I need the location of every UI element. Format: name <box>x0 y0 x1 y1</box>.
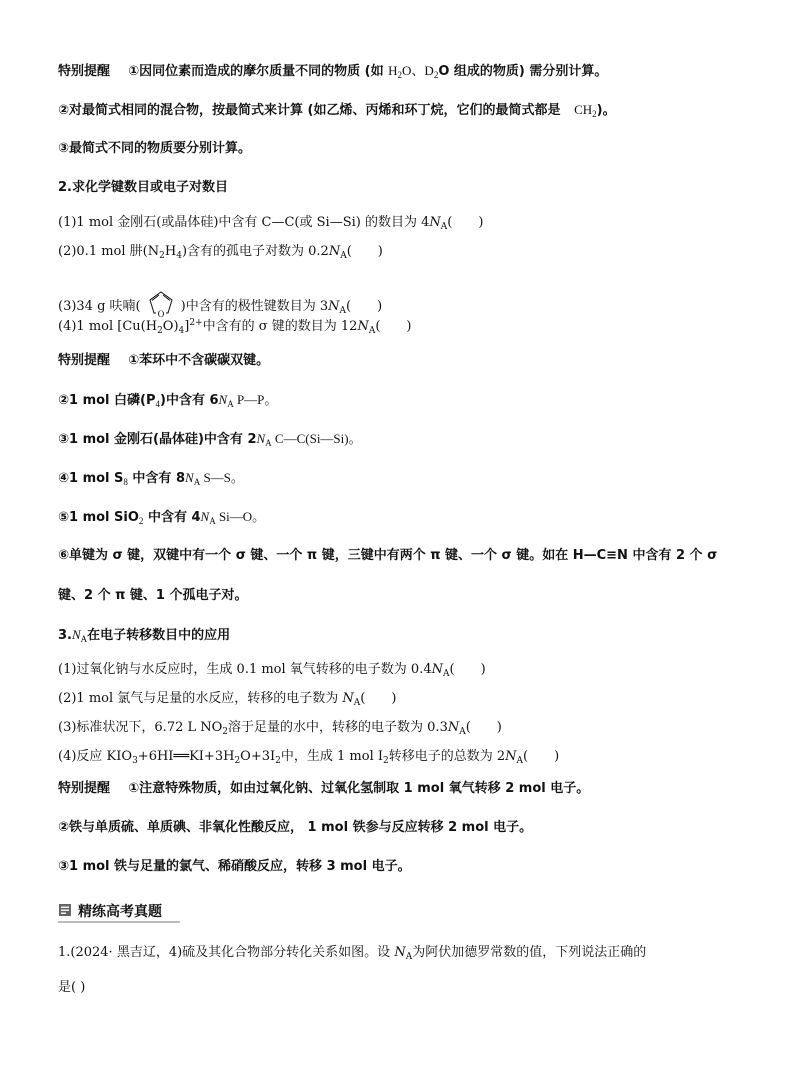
exam-question-1-line-2: 是( ) <box>58 980 86 995</box>
exam-question-1-line-1: 1.(2024· 黑吉辽，4)硫及其化合物部分转化关系如图。设 $N_A$为阿伏加德罗常数的值，下列说法正确的 <box>58 945 647 962</box>
note-3-line-2: ②铁与单质硫、单质碘、非氧化性酸反应， 1 mol 铁参与反应转移 2 mol 电子。 <box>58 820 533 835</box>
note-2-line-7: 键、2 个 π 键、1 个孤电子对。 <box>58 588 248 603</box>
document-list-icon <box>58 903 72 917</box>
question-2-1: (1)1 mol 金刚石(或晶体硅)中含有 C—C(或 Si—Si) 的数目为 $4N_A$( ) <box>58 215 484 232</box>
section-3-title: $3.N_A$在电子转移数目中的应用 <box>58 627 231 644</box>
section-2-title: 2.求化学键数目或电子对数目 <box>58 180 228 195</box>
exam-section-title: 精练高考真题 <box>78 904 162 920</box>
note-2-line-5: ⑤1 mol SiO$_2$ 中含有 $4N_A$ Si—O。 <box>58 509 266 526</box>
note-lead: 特别提醒 <box>58 781 111 796</box>
question-3-2: (2)1 mol 氯气与足量的水反应，转移的电子数为 $N_A$( ) <box>58 691 397 708</box>
question-3-4: (4)反应 $KIO_3+6HI══KI+3H_2O+3I_2$中，生成 1 mol $I_2$转移电子的总数为 $2N_A$( ) <box>58 749 560 766</box>
note-1-line-1: 特别提醒 ①因同位素而造成的摩尔质量不同的物质 (如 $H_2O$、$D_2O$ 组成的物质) 需分别计算。 <box>58 63 608 80</box>
question-2-3: (3)34 g 呋喃( O )中含有的极性键数目为 $3N_A$( ) <box>58 290 382 320</box>
note-2-line-4: ④1 mol $S_8$ 中含有 $8N_A$ S—S。 <box>58 470 244 487</box>
question-3-3: (3)标准状况下，6.72 L $NO_2$溶于足量的水中，转移的电子数为 $0.3N_A$( ) <box>58 720 502 737</box>
note-2-line-6: ⑥单键为 σ 键，双键中有一个 σ 键、一个 π 键，三键中有两个 π 键、一个 σ 键。如在 H—C≡N 中含有 2 个 σ <box>58 548 718 563</box>
question-3-1: (1)过氧化钠与水反应时，生成 0.1 mol 氧气转移的电子数为 $0.4N_A$( ) <box>58 662 486 679</box>
furan-structure-icon <box>141 290 181 320</box>
note-2-line-2: ②1 mol 白磷$(P_4)$中含有 $6N_A$ P—P。 <box>58 392 278 409</box>
heading-underline <box>58 921 180 923</box>
question-2-2: (2)0.1 mol 肼$(N_2H_4)$含有的孤电子对数为 $0.2N_A$( ) <box>58 244 383 261</box>
note-lead: 特别提醒 <box>58 353 111 368</box>
furan-oxygen-label: O <box>157 309 164 319</box>
exam-section-heading <box>58 899 180 925</box>
note-2-line-1: 特别提醒 ①苯环中不含碳碳双键。 <box>58 353 270 368</box>
note-3-line-1: 特别提醒 ①注意特殊物质，如由过氧化钠、过氧化氢制取 1 mol 氧气转移 2 mol 电子。 <box>58 781 590 796</box>
note-lead: 特别提醒 <box>58 64 111 79</box>
note-2-line-3: ③1 mol 金刚石(晶体硅)中含有 $2N_A$ C—C(Si—Si)。 <box>58 431 362 448</box>
question-2-4: (4)1 mol $[Cu(H_2O)_4]^{2+}$中含有的 σ 键的数目为 $12N_A$( ) <box>58 318 412 336</box>
note-1-line-3: ③最简式不同的物质要分别计算。 <box>58 141 252 156</box>
note-1-line-2: ②对最简式相同的混合物，按最简式来计算 (如乙烯、丙烯和环丁烷，它们的最简式都是 $CH_2$)。 <box>58 102 616 119</box>
note-3-line-3: ③1 mol 铁与足量的氯气、稀硝酸反应，转移 3 mol 电子。 <box>58 859 411 874</box>
